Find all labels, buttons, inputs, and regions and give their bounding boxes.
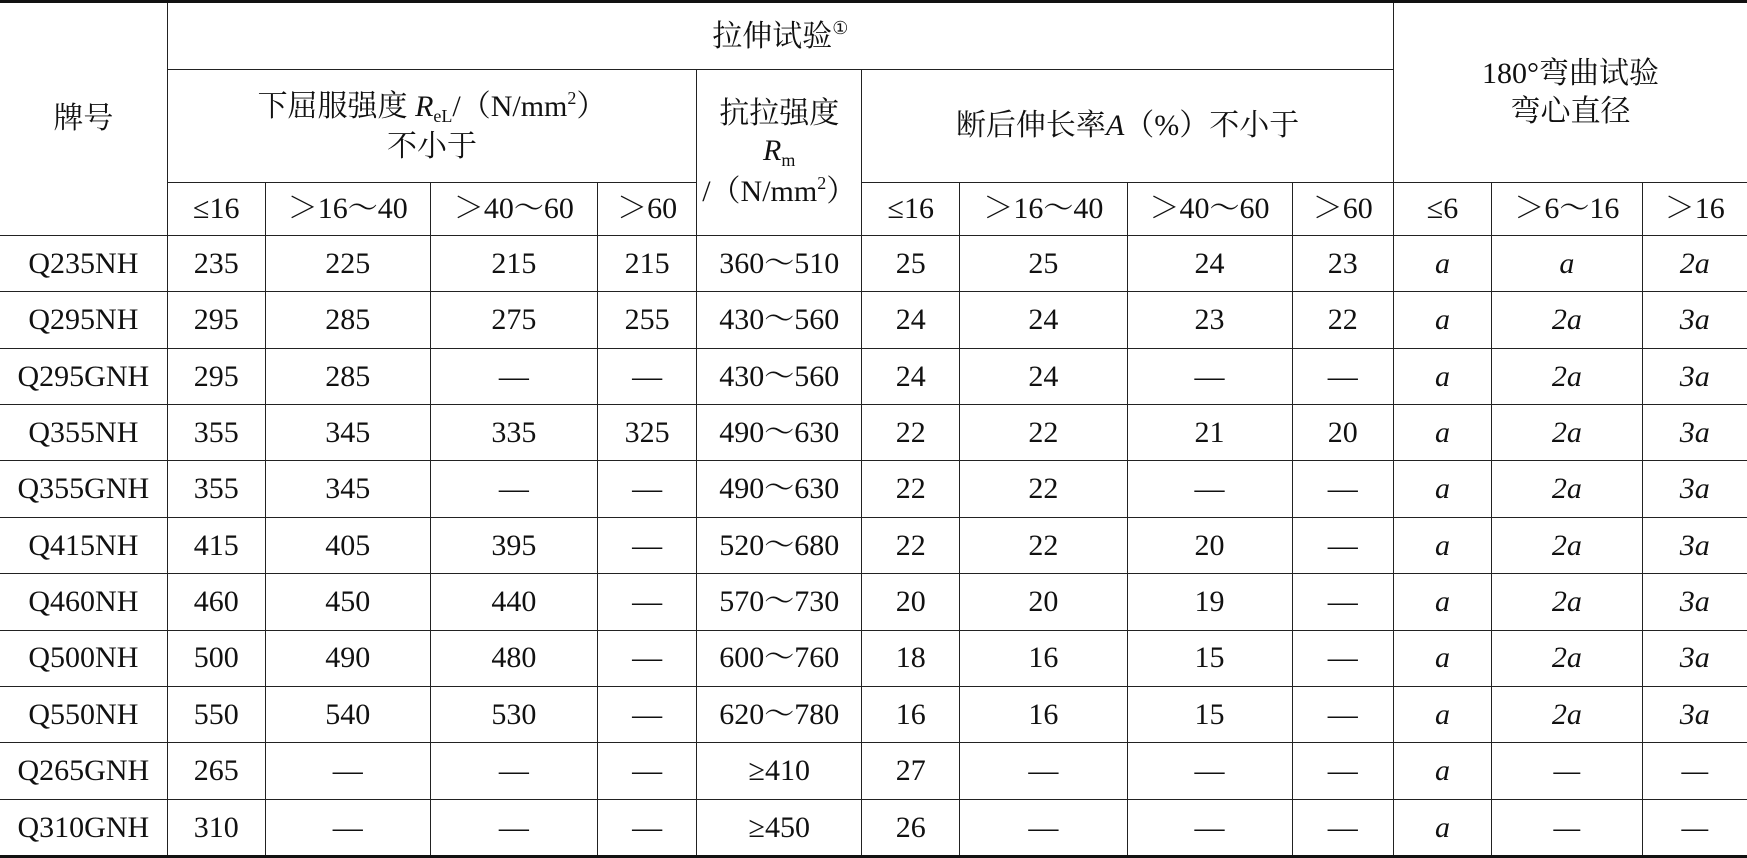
value-cell: 3a	[1642, 461, 1747, 517]
bend-test-header: 180°弯曲试验 弯心直径	[1393, 2, 1747, 183]
value-cell: 265	[167, 743, 265, 799]
value-cell: 600～760	[697, 630, 862, 686]
table-row	[0, 292, 1747, 348]
value-cell: —	[1492, 743, 1643, 799]
value-cell: 480	[430, 630, 597, 686]
value-cell: 24	[862, 348, 960, 404]
value-cell: 310	[167, 799, 265, 856]
value-cell: —	[265, 799, 430, 856]
value-cell: a	[1393, 517, 1491, 573]
value-cell: —	[430, 799, 597, 856]
value-cell: 25	[862, 236, 960, 292]
bend-range-header: ＞16	[1642, 183, 1747, 236]
value-cell: 23	[1292, 236, 1393, 292]
value-cell: a	[1393, 405, 1491, 461]
value-cell: a	[1393, 686, 1491, 742]
value-cell: a	[1393, 630, 1491, 686]
value-cell: —	[960, 799, 1127, 856]
tensile-test-header: 拉伸试验①	[167, 2, 1393, 70]
value-cell: 22	[1292, 292, 1393, 348]
table-row	[0, 574, 1747, 630]
table-row	[0, 236, 1747, 292]
value-cell: —	[430, 461, 597, 517]
value-cell: a	[1393, 743, 1491, 799]
value-cell: —	[960, 743, 1127, 799]
grade-header: 牌号	[0, 2, 167, 236]
grade-cell: Q235NH	[0, 236, 167, 292]
grade-cell: Q460NH	[0, 574, 167, 630]
value-cell: 490～630	[697, 405, 862, 461]
elongation-range-header: ＞16～40	[960, 183, 1127, 236]
value-cell: 3a	[1642, 630, 1747, 686]
value-cell: 415	[167, 517, 265, 573]
grade-cell: Q415NH	[0, 517, 167, 573]
yield-range-header: ＞60	[598, 183, 697, 236]
table-row	[0, 517, 1747, 573]
value-cell: —	[1127, 743, 1292, 799]
yield-strength-header: 下屈服强度 $R_{eL}/(N/mm^2)$ 不小于	[167, 70, 697, 183]
value-cell: —	[430, 348, 597, 404]
value-cell: 22	[960, 517, 1127, 573]
value-cell: —	[1292, 461, 1393, 517]
value-cell: 275	[430, 292, 597, 348]
value-cell: a	[1393, 799, 1491, 856]
value-cell: —	[1292, 686, 1393, 742]
value-cell: —	[598, 461, 697, 517]
value-cell: 22	[862, 517, 960, 573]
value-cell: —	[1292, 799, 1393, 856]
value-cell: 20	[1292, 405, 1393, 461]
value-cell: —	[598, 517, 697, 573]
value-cell: 355	[167, 405, 265, 461]
elongation-range-header: ＞40～60	[1127, 183, 1292, 236]
value-cell: 355	[167, 461, 265, 517]
table-row	[0, 799, 1747, 856]
value-cell: a	[1393, 292, 1491, 348]
table-row	[0, 743, 1747, 799]
value-cell: —	[598, 799, 697, 856]
value-cell: —	[598, 630, 697, 686]
value-cell: 255	[598, 292, 697, 348]
tensile-footnote-mark: ①	[832, 17, 849, 38]
value-cell: 3a	[1642, 686, 1747, 742]
value-cell: a	[1492, 236, 1643, 292]
value-cell: —	[598, 348, 697, 404]
value-cell: —	[1642, 799, 1747, 856]
value-cell: 430～560	[697, 292, 862, 348]
value-cell: 2a	[1492, 348, 1643, 404]
yield-range-header: ≤16	[167, 183, 265, 236]
value-cell: 295	[167, 348, 265, 404]
value-cell: ≥450	[697, 799, 862, 856]
table-row	[0, 630, 1747, 686]
table-row	[0, 405, 1747, 461]
value-cell: 2a	[1492, 517, 1643, 573]
value-cell: 405	[265, 517, 430, 573]
value-cell: 540	[265, 686, 430, 742]
value-cell: 490～630	[697, 461, 862, 517]
elongation-range-header: ＞60	[1292, 183, 1393, 236]
table-row	[0, 686, 1747, 742]
value-cell: —	[1492, 799, 1643, 856]
value-cell: 2a	[1492, 405, 1643, 461]
value-cell: 20	[1127, 517, 1292, 573]
value-cell: 225	[265, 236, 430, 292]
value-cell: 25	[960, 236, 1127, 292]
value-cell: a	[1393, 574, 1491, 630]
bend-range-header: ≤6	[1393, 183, 1491, 236]
value-cell: —	[1127, 461, 1292, 517]
value-cell: 2a	[1492, 630, 1643, 686]
value-cell: 430～560	[697, 348, 862, 404]
value-cell: 2a	[1642, 236, 1747, 292]
value-cell: 335	[430, 405, 597, 461]
value-cell: 21	[1127, 405, 1292, 461]
value-cell: 2a	[1492, 292, 1643, 348]
value-cell: 20	[862, 574, 960, 630]
table-body	[0, 236, 1747, 857]
grade-cell: Q295GNH	[0, 348, 167, 404]
value-cell: —	[1292, 517, 1393, 573]
value-cell: 2a	[1492, 461, 1643, 517]
value-cell: a	[1393, 348, 1491, 404]
value-cell: 20	[960, 574, 1127, 630]
value-cell: —	[1127, 799, 1292, 856]
value-cell: 345	[265, 461, 430, 517]
value-cell: 360～510	[697, 236, 862, 292]
value-cell: 26	[862, 799, 960, 856]
value-cell: 18	[862, 630, 960, 686]
value-cell: 16	[960, 630, 1127, 686]
value-cell: —	[598, 686, 697, 742]
value-cell: 460	[167, 574, 265, 630]
value-cell: 530	[430, 686, 597, 742]
value-cell: 3a	[1642, 292, 1747, 348]
table-row	[0, 461, 1747, 517]
grade-cell: Q355NH	[0, 405, 167, 461]
value-cell: 24	[960, 348, 1127, 404]
value-cell: 16	[960, 686, 1127, 742]
value-cell: a	[1393, 236, 1491, 292]
yield-range-header: ＞16～40	[265, 183, 430, 236]
value-cell: —	[1642, 743, 1747, 799]
value-cell: —	[1292, 630, 1393, 686]
value-cell: 15	[1127, 686, 1292, 742]
elongation-range-header: ≤16	[862, 183, 960, 236]
value-cell: 215	[598, 236, 697, 292]
value-cell: 285	[265, 348, 430, 404]
elongation-header: 断后伸长率A（%）不小于	[862, 70, 1394, 183]
grade-cell: Q355GNH	[0, 461, 167, 517]
value-cell: ≥410	[697, 743, 862, 799]
value-cell: 3a	[1642, 348, 1747, 404]
grade-cell: Q550NH	[0, 686, 167, 742]
tensile-strength-header: 抗拉强度 $R_m$ $/(N/mm^2)$	[697, 70, 862, 236]
value-cell: 295	[167, 292, 265, 348]
value-cell: —	[598, 743, 697, 799]
value-cell: 325	[598, 405, 697, 461]
value-cell: 550	[167, 686, 265, 742]
value-cell: 570～730	[697, 574, 862, 630]
value-cell: 345	[265, 405, 430, 461]
value-cell: 450	[265, 574, 430, 630]
value-cell: 24	[960, 292, 1127, 348]
table-row	[0, 348, 1747, 404]
value-cell: 19	[1127, 574, 1292, 630]
value-cell: 3a	[1642, 574, 1747, 630]
value-cell: 22	[862, 405, 960, 461]
value-cell: 27	[862, 743, 960, 799]
value-cell: 500	[167, 630, 265, 686]
bend-range-header: ＞6～16	[1492, 183, 1643, 236]
value-cell: 395	[430, 517, 597, 573]
value-cell: 215	[430, 236, 597, 292]
yield-range-header: ＞40～60	[430, 183, 597, 236]
grade-cell: Q265GNH	[0, 743, 167, 799]
value-cell: 15	[1127, 630, 1292, 686]
value-cell: 440	[430, 574, 597, 630]
value-cell: 520～680	[697, 517, 862, 573]
grade-cell: Q500NH	[0, 630, 167, 686]
value-cell: 22	[862, 461, 960, 517]
value-cell: a	[1393, 461, 1491, 517]
value-cell: 3a	[1642, 405, 1747, 461]
value-cell: 490	[265, 630, 430, 686]
value-cell: —	[1127, 348, 1292, 404]
value-cell: —	[1292, 348, 1393, 404]
value-cell: —	[430, 743, 597, 799]
value-cell: 3a	[1642, 517, 1747, 573]
value-cell: —	[1292, 574, 1393, 630]
value-cell: 16	[862, 686, 960, 742]
value-cell: 22	[960, 461, 1127, 517]
value-cell: 235	[167, 236, 265, 292]
value-cell: 285	[265, 292, 430, 348]
value-cell: —	[265, 743, 430, 799]
grade-cell: Q295NH	[0, 292, 167, 348]
value-cell: —	[1292, 743, 1393, 799]
value-cell: 22	[960, 405, 1127, 461]
grade-cell: Q310GNH	[0, 799, 167, 856]
value-cell: —	[598, 574, 697, 630]
value-cell: 2a	[1492, 574, 1643, 630]
value-cell: 620～780	[697, 686, 862, 742]
value-cell: 24	[1127, 236, 1292, 292]
value-cell: 23	[1127, 292, 1292, 348]
value-cell: 24	[862, 292, 960, 348]
value-cell: 2a	[1492, 686, 1643, 742]
